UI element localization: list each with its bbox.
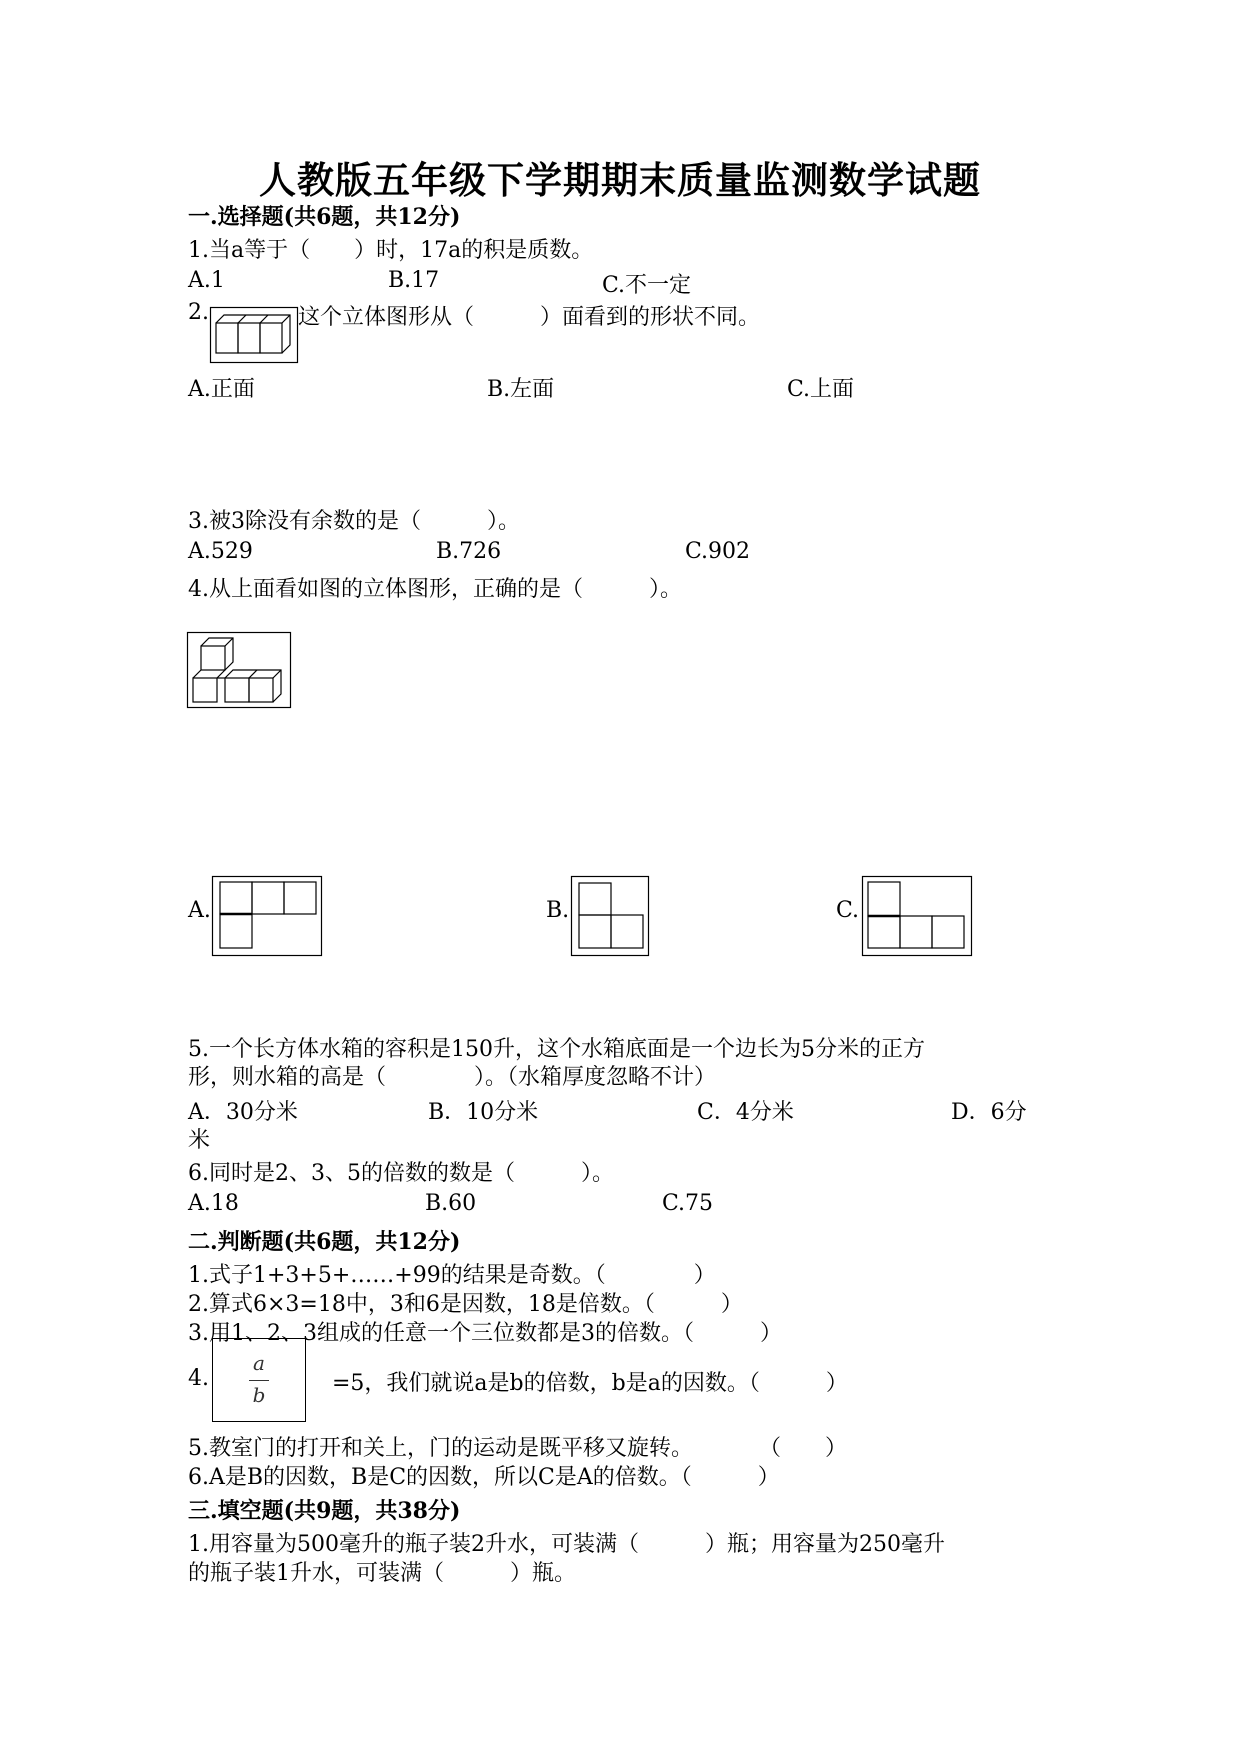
option-1-3-b: B.726 xyxy=(436,539,502,564)
question-1-5-line2: 形，则水箱的高是（ ）。（水箱厚度忽略不计） xyxy=(188,1065,717,1090)
option-1-4-c-label: C. xyxy=(836,898,860,923)
question-3-1-line1: 1.用容量为500毫升的瓶子装2升水，可装满（ ）瓶；用容量为250毫升 xyxy=(188,1532,945,1557)
page-title: 人教版五年级下学期期末质量监测数学试题 xyxy=(259,158,981,202)
option-1-2-a: A.正面 xyxy=(188,377,255,402)
option-1-4-b-figure xyxy=(571,876,649,956)
option-1-3-c: C.902 xyxy=(685,539,751,564)
cube-stack-figure xyxy=(187,632,291,708)
section-heading-judgement: 二.判断题(共6题，共12分) xyxy=(188,1229,461,1255)
fraction-numerator: a xyxy=(253,1351,265,1375)
section-heading-choice: 一.选择题(共6题，共12分) xyxy=(188,204,461,230)
question-1-3: 3.被3除没有余数的是（ ）。 xyxy=(188,509,520,534)
question-1-6: 6.同时是2、3、5的倍数的数是（ ）。 xyxy=(188,1161,614,1186)
question-2-2: 2.算式6×3=18中，3和6是因数，18是倍数。（ ） xyxy=(188,1292,743,1317)
option-1-2-b: B.左面 xyxy=(487,377,555,402)
fraction-denominator: b xyxy=(252,1383,266,1407)
option-1-6-b: B.60 xyxy=(425,1191,477,1216)
question-2-4-number: 4. xyxy=(188,1366,209,1391)
question-2-3: 3.用1、2、3组成的任意一个三位数都是3的倍数。（ ） xyxy=(188,1321,782,1346)
option-1-5-d-wrap: 米 xyxy=(188,1128,211,1153)
option-1-1-c: C.不一定 xyxy=(602,273,692,298)
question-1-4: 4.从上面看如图的立体图形，正确的是（ ）。 xyxy=(188,577,682,602)
option-1-4-c-figure xyxy=(862,876,972,956)
fraction-box xyxy=(212,1338,306,1422)
option-1-5-b: B．10分米 xyxy=(428,1100,539,1125)
option-1-6-a: A.18 xyxy=(188,1191,239,1216)
question-1-2: 这个立体图形从（ ）面看到的形状不同。 xyxy=(298,305,761,330)
option-1-1-b: B.17 xyxy=(388,268,440,293)
question-2-1: 1.式子1+3+5+……+99的结果是奇数。（ ） xyxy=(188,1263,716,1288)
option-1-5-d: D．6分 xyxy=(951,1100,1027,1125)
three-cubes-row-figure xyxy=(210,307,298,363)
question-2-4: =5，我们就说a是b的倍数，b是a的因数。（ ） xyxy=(332,1371,848,1396)
option-1-1-a: A.1 xyxy=(188,268,225,293)
option-1-4-a-figure xyxy=(212,876,322,956)
question-2-5: 5.教室门的打开和关上，门的运动是既平移又旋转。 （ ） xyxy=(188,1436,847,1461)
section-heading-fill-in: 三.填空题(共9题，共38分) xyxy=(188,1498,461,1524)
option-1-2-c: C.上面 xyxy=(787,377,855,402)
option-1-4-b-label: B. xyxy=(546,898,570,923)
question-1-2-number: 2. xyxy=(188,300,209,325)
fraction-bar xyxy=(249,1380,269,1381)
option-1-3-a: A.529 xyxy=(188,539,253,564)
option-1-4-a-label: A. xyxy=(188,898,211,923)
option-1-5-a: A．30分米 xyxy=(188,1100,298,1125)
question-2-6: 6.A是B的因数，B是C的因数，所以C是A的倍数。（ ） xyxy=(188,1465,780,1490)
question-1-1: 1.当a等于（ ）时，17a的积是质数。 xyxy=(188,238,594,263)
option-1-5-c: C．4分米 xyxy=(697,1100,794,1125)
question-3-1-line2: 的瓶子装1升水，可装满（ ）瓶。 xyxy=(188,1561,576,1586)
question-1-5-line1: 5.一个长方体水箱的容积是150升，这个水箱底面是一个边长为5分米的正方 xyxy=(188,1037,925,1062)
option-1-6-c: C.75 xyxy=(662,1191,714,1216)
